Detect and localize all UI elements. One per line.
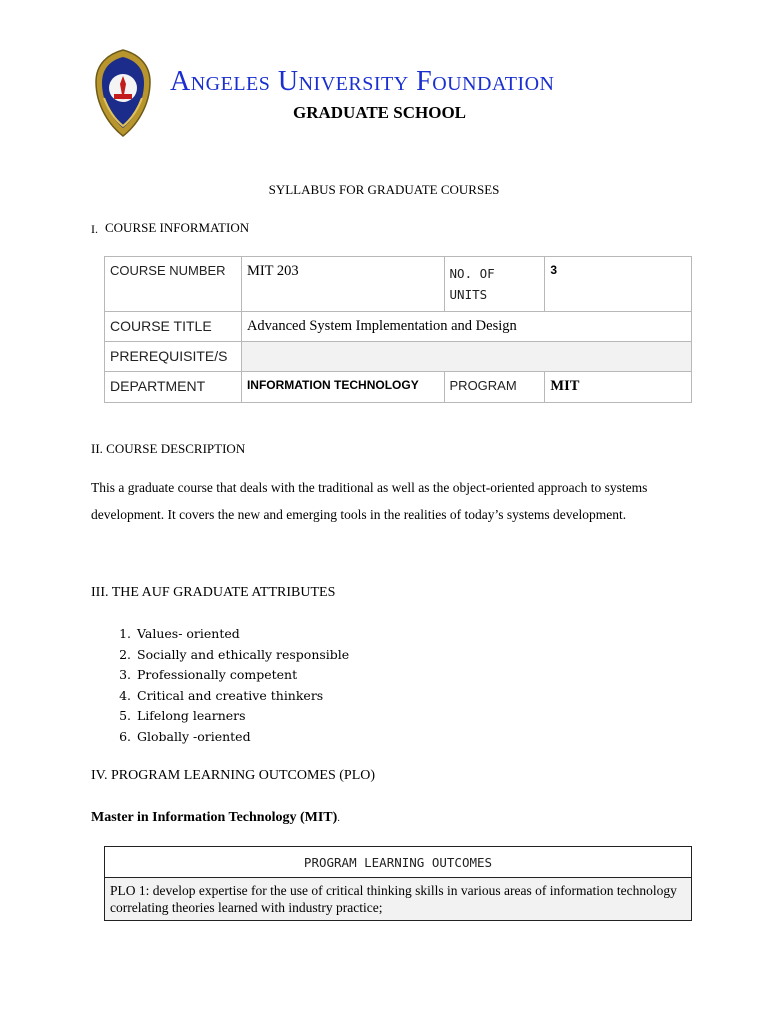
course-description-text: This a graduate course that deals with the traditional as well as the object-oriented approach to systems development. It covers the new and emerging tools in the realities of today’s systems development. (91, 480, 648, 522)
university-name: Angeles University Foundation (170, 66, 555, 97)
school-name: GRADUATE SCHOOL (293, 103, 467, 122)
prerequisite-label: PREREQUISITE/S (105, 342, 242, 372)
program-name-suffix: . (337, 813, 340, 824)
program-value: MIT (545, 372, 692, 403)
course-title-value: Advanced System Implementation and Design (241, 312, 691, 342)
list-item: 1. Values- oriented (135, 624, 349, 645)
list-item: 3. Professionally competent (135, 665, 349, 686)
section-heading-program-learning-outcomes: IV. PROGRAM LEARNING OUTCOMES (PLO) (91, 768, 376, 783)
graduate-attributes-list (91, 624, 349, 748)
units-value: 3 (545, 257, 692, 312)
course-number-label: COURSE NUMBER (105, 257, 242, 312)
section-heading-graduate-attributes: III. THE AUF GRADUATE ATTRIBUTES (91, 585, 336, 600)
course-number-value: MIT 203 (241, 257, 444, 312)
course-information-table (104, 256, 692, 403)
plo-row-1: PLO 1: develop expertise for the use of critical thinking skills in various areas of information technology correlating theories learned with industry practice; (105, 878, 692, 921)
document-title: SYLLABUS FOR GRADUATE COURSES (268, 182, 500, 197)
course-title-label: COURSE TITLE (105, 312, 242, 342)
department-value: INFORMATION TECHNOLOGY (241, 372, 444, 403)
section-heading-course-description: II. COURSE DESCRIPTION (91, 441, 246, 456)
list-item: 5. Lifelong learners (135, 706, 349, 727)
plo-table (104, 846, 692, 921)
section-heading-course-information: COURSE INFORMATION (105, 220, 250, 235)
university-seal-logo (90, 48, 156, 138)
program-name (91, 810, 340, 826)
section-number: I. (91, 222, 98, 236)
list-item: 6. Globally -oriented (135, 727, 349, 748)
program-name-text: Master in Information Technology (MIT) (91, 810, 338, 825)
plo-table-header: PROGRAM LEARNING OUTCOMES (105, 847, 692, 878)
list-item: 4. Critical and creative thinkers (135, 686, 349, 707)
prerequisite-value (241, 342, 691, 372)
program-label: PROGRAM (444, 372, 545, 403)
department-label: DEPARTMENT (105, 372, 242, 403)
units-label: NO. OF UNITS (444, 257, 545, 312)
list-item: 2. Socially and ethically responsible (135, 645, 349, 666)
